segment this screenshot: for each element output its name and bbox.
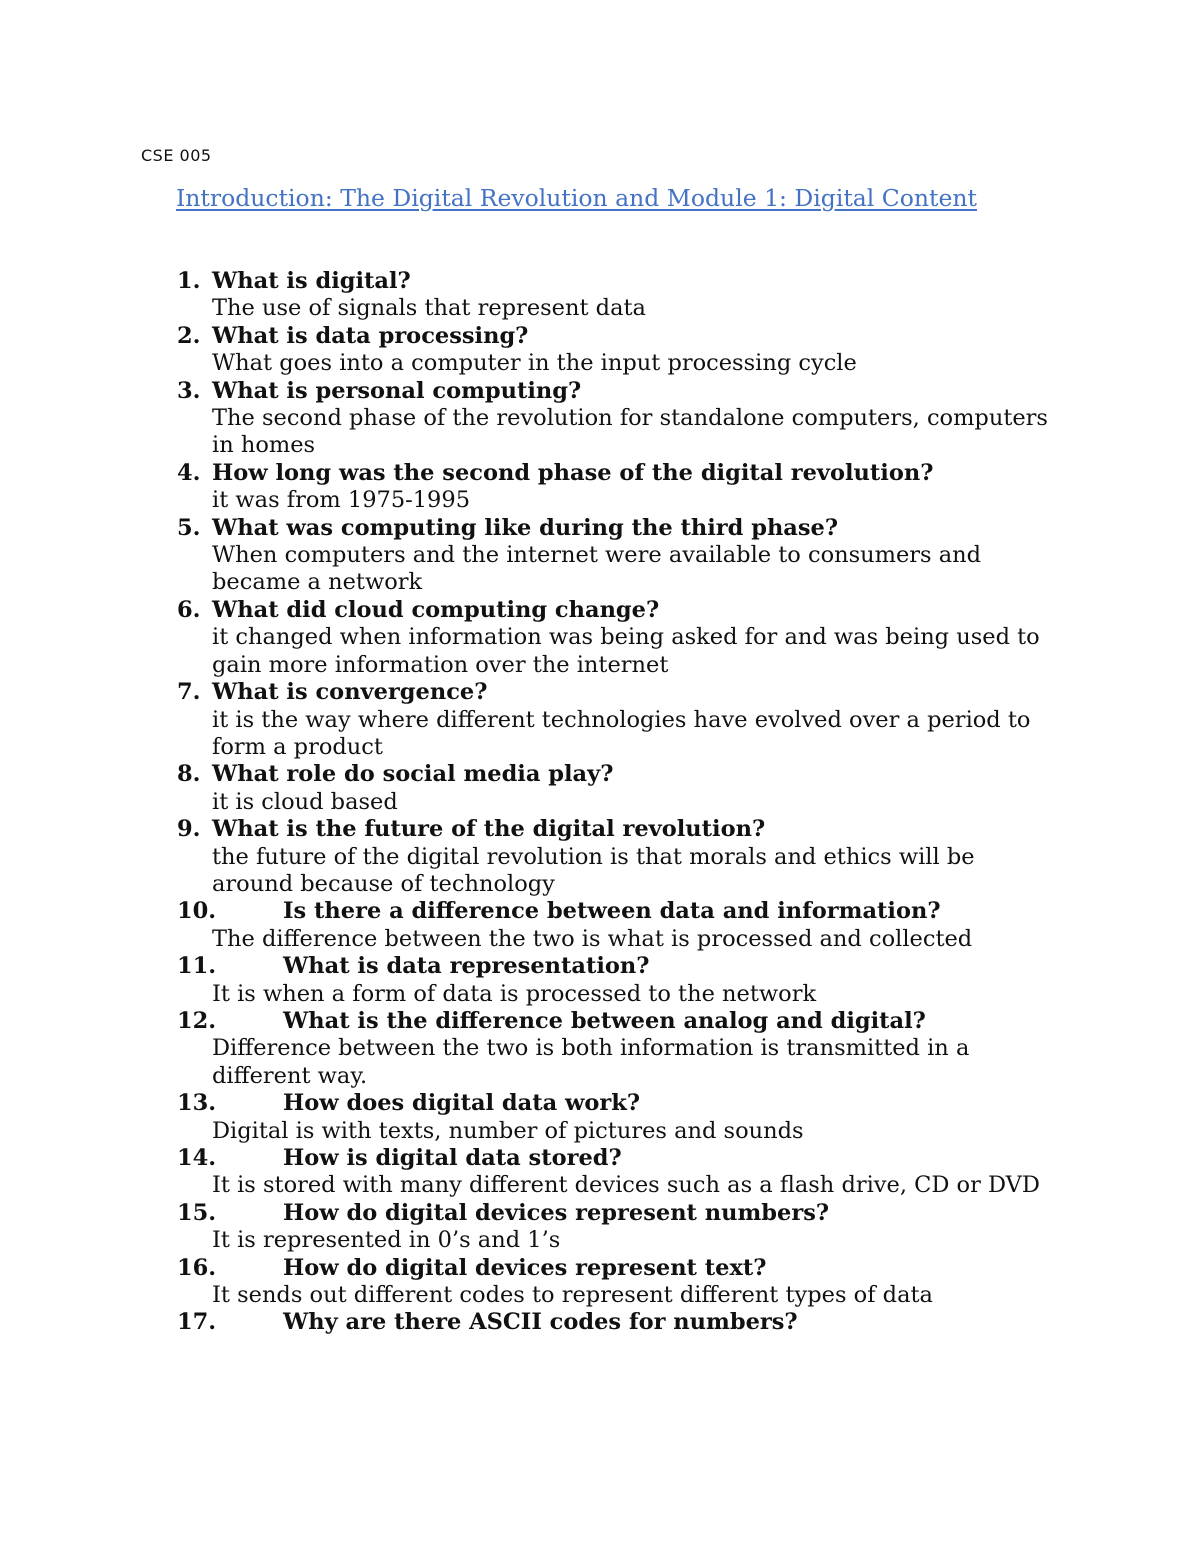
item-answer: it changed when information was being asked for and was being used to gain more information over the internet [212, 624, 1040, 678]
item-number: 16. [177, 1254, 217, 1281]
item-number: 1. [177, 268, 201, 294]
item-question: How long was the second phase of the digital revolution? [212, 459, 934, 486]
item-number: 7. [177, 679, 201, 706]
item-question: What is data representation? [283, 953, 650, 980]
item-number: 8. [177, 761, 201, 788]
list-item [177, 761, 1057, 816]
item-question: Why are there ASCII codes for numbers? [283, 1309, 798, 1336]
list-item [177, 460, 1057, 515]
item-number: 2. [177, 322, 201, 349]
list-item [177, 1200, 1057, 1255]
item-answer: What goes into a computer in the input processing cycle [212, 350, 857, 377]
item-answer: Difference between the two is both information is transmitted in a different way. [212, 1035, 970, 1089]
item-answer: It is represented in 0’s and 1’s [212, 1227, 561, 1254]
list-item [177, 597, 1057, 679]
list-item [177, 378, 1057, 460]
item-answer: it was from 1975-1995 [212, 487, 471, 514]
list-item [177, 1008, 1057, 1090]
list-item [177, 1309, 1057, 1336]
item-answer: the future of the digital revolution is that morals and ethics will be around because of technology [212, 843, 975, 897]
item-question: Is there a difference between data and information? [283, 898, 941, 925]
document-title: Introduction: The Digital Revolution and Module 1: Digital Content [176, 184, 977, 212]
item-answer: it is cloud based [212, 788, 398, 815]
item-answer: When computers and the internet were available to consumers and became a network [212, 542, 982, 596]
item-question: What is the difference between analog and digital? [283, 1007, 926, 1034]
item-number: 9. [177, 816, 201, 843]
item-answer: The use of signals that represent data [212, 295, 646, 322]
item-question: What is the future of the digital revolution? [212, 816, 766, 843]
item-answer: The difference between the two is what is processed and collected [212, 925, 973, 952]
item-number: 4. [177, 459, 201, 486]
item-number: 6. [177, 596, 201, 623]
item-number: 12. [177, 1007, 217, 1034]
list-item [177, 1090, 1057, 1145]
item-answer: Digital is with texts, number of pictures and sounds [212, 1117, 804, 1144]
list-item [177, 268, 1057, 323]
item-answer: The second phase of the revolution for standalone computers, computers in homes [212, 405, 1048, 459]
item-question: How do digital devices represent numbers? [283, 1199, 830, 1226]
item-answer: It sends out different codes to represent different types of data [212, 1282, 933, 1309]
list-item [177, 323, 1057, 378]
item-answer: It is when a form of data is processed to the network [212, 980, 817, 1007]
item-question: How is digital data stored? [283, 1145, 622, 1171]
item-question: What was computing like during the third phase? [212, 514, 839, 541]
item-answer: It is stored with many different devices such as a flash drive, CD or DVD [212, 1172, 1040, 1199]
question-list [177, 268, 1057, 1337]
item-question: What is data processing? [212, 322, 529, 349]
list-item [177, 953, 1057, 1008]
item-number: 11. [177, 953, 217, 980]
list-item [177, 1145, 1057, 1200]
list-item [177, 515, 1057, 597]
item-number: 5. [177, 514, 201, 541]
item-number: 14. [177, 1145, 217, 1171]
item-number: 15. [177, 1199, 217, 1226]
list-item [177, 898, 1057, 953]
list-item [177, 816, 1057, 898]
item-number: 17. [177, 1309, 217, 1336]
course-code: CSE 005 [141, 146, 212, 165]
item-answer: it is the way where different technologies have evolved over a period to form a product [212, 706, 1031, 760]
list-item [177, 1255, 1057, 1310]
item-number: 13. [177, 1090, 217, 1117]
item-number: 3. [177, 377, 201, 404]
item-question: What is convergence? [212, 679, 488, 706]
item-question: How do digital devices represent text? [283, 1254, 767, 1281]
list-item [177, 679, 1057, 761]
item-question: How does digital data work? [283, 1090, 641, 1117]
item-question: What role do social media play? [212, 761, 614, 788]
item-question: What did cloud computing change? [212, 596, 660, 623]
item-number: 10. [177, 898, 217, 925]
item-question: What is digital? [212, 268, 411, 294]
item-question: What is personal computing? [212, 377, 582, 404]
